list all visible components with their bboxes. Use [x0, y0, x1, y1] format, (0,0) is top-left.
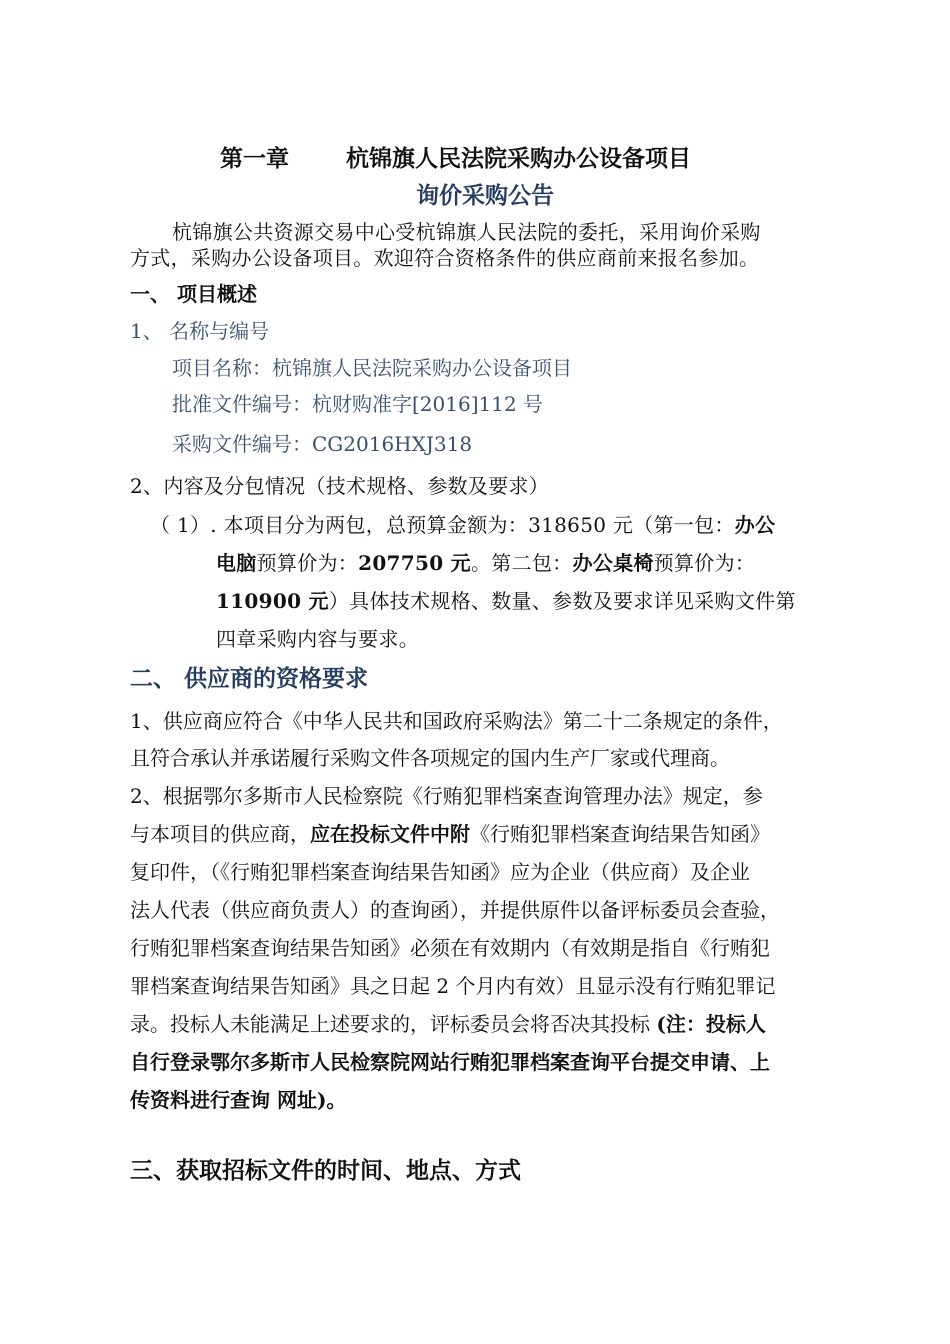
s2-p2-line-2	[130, 818, 770, 847]
item-1-bold-b3: 办公桌椅	[572, 551, 654, 575]
s2-p2-line-5: 行贿犯罪档案查询结果告知函》必须在有效期内（有效期是指自《行贿犯	[130, 936, 770, 960]
intro-line-2: 方式，采购办公设备项目。欢迎符合资格条件的供应商前来报名参加。	[130, 246, 760, 270]
item-1-text-b3: 预算价为：	[653, 551, 756, 575]
procurement-no-line: 采购文件编号：CG2016HXJ318	[172, 432, 473, 456]
s2-p2-text-7a: 录。投标人未能满足上述要求的，评标委员会将否决其投标	[130, 1012, 657, 1036]
item-1-text-c: ）具体技术规格、数量、参数及要求详见采购文件第	[328, 589, 796, 613]
section-3-heading: 三、获取招标文件的时间、地点、方式	[130, 1157, 521, 1184]
item-1-text-a: （ 1）. 本项目分为两包，总预算金额为：318650 元（第一包：	[150, 513, 735, 537]
s2-p2-line-8: 自行登录鄂尔多斯市人民检察院网站行贿犯罪档案查询平台提交申请、上	[130, 1050, 770, 1074]
section-1-heading: 一、 项目概述	[130, 282, 257, 306]
s2-p2-bold-b: 应在投标文件中附	[310, 822, 470, 846]
s2-p2-line-7	[130, 1008, 766, 1037]
item-1-line-3	[216, 585, 796, 614]
section-2-heading: 二、 供应商的资格要求	[130, 665, 369, 692]
chapter-label: 第一章	[220, 145, 289, 172]
s2-p1-line-2: 且符合承认并承诺履行采购文件各项规定的国内生产厂家或代理商。	[130, 746, 730, 770]
item-1-line-2	[216, 547, 755, 576]
s2-p2-line-4: 法人代表（供应商负责人）的查询函），并提供原件以备评标委员会查验，	[130, 898, 780, 922]
item-1-line-1	[150, 509, 775, 538]
item-1-bold-b2: 207750 元	[358, 551, 471, 575]
item-1-line-4: 四章采购内容与要求。	[216, 627, 419, 651]
project-title: 杭锦旗人民法院采购办公设备项目	[346, 145, 691, 172]
s2-p2-text-c: 《行贿犯罪档案查询结果告知函》	[470, 822, 770, 846]
item-1-text-b: 预算价为：	[256, 551, 359, 575]
approval-no-line: 批准文件编号：杭财购准字[2016]112 号	[172, 392, 544, 416]
s2-p2-bold-7b: (注：投标人	[656, 1012, 766, 1036]
section-1-sub-2: 2、内容及分包情况（技术规格、参数及要求）	[130, 474, 550, 498]
item-1-bold-c: 110900 元	[216, 589, 329, 613]
s2-p2-text-a: 与本项目的供应商，	[130, 822, 310, 846]
s2-p2-line-3: 复印件，（《行贿犯罪档案查询结果告知函》应为企业（供应商）及企业	[130, 860, 750, 884]
s2-p2-line-9: 传资料进行查询 网址)。	[130, 1088, 347, 1112]
item-1-bold-b1: 电脑	[216, 551, 257, 575]
intro-line-1: 杭锦旗公共资源交易中心受杭锦旗人民法院的委托，采用询价采购	[172, 220, 761, 244]
item-1-text-b2: 。第二包：	[470, 551, 573, 575]
s2-p2-line-6: 罪档案查询结果告知函》具之日起 2 个月内有效）且显示没有行贿犯罪记	[130, 974, 776, 998]
item-1-bold-a: 办公	[734, 513, 776, 537]
section-1-sub-1: 1、 名称与编号	[130, 319, 270, 343]
page-subtitle: 询价采购公告	[416, 182, 554, 209]
s2-p1-line-1: 1、供应商应符合《中华人民共和国政府采购法》第二十二条规定的条件，	[130, 709, 783, 733]
project-name-line: 项目名称：杭锦旗人民法院采购办公设备项目	[172, 356, 572, 380]
s2-p2-line-1: 2、根据鄂尔多斯市人民检察院《行贿犯罪档案查询管理办法》规定，参	[130, 784, 763, 808]
